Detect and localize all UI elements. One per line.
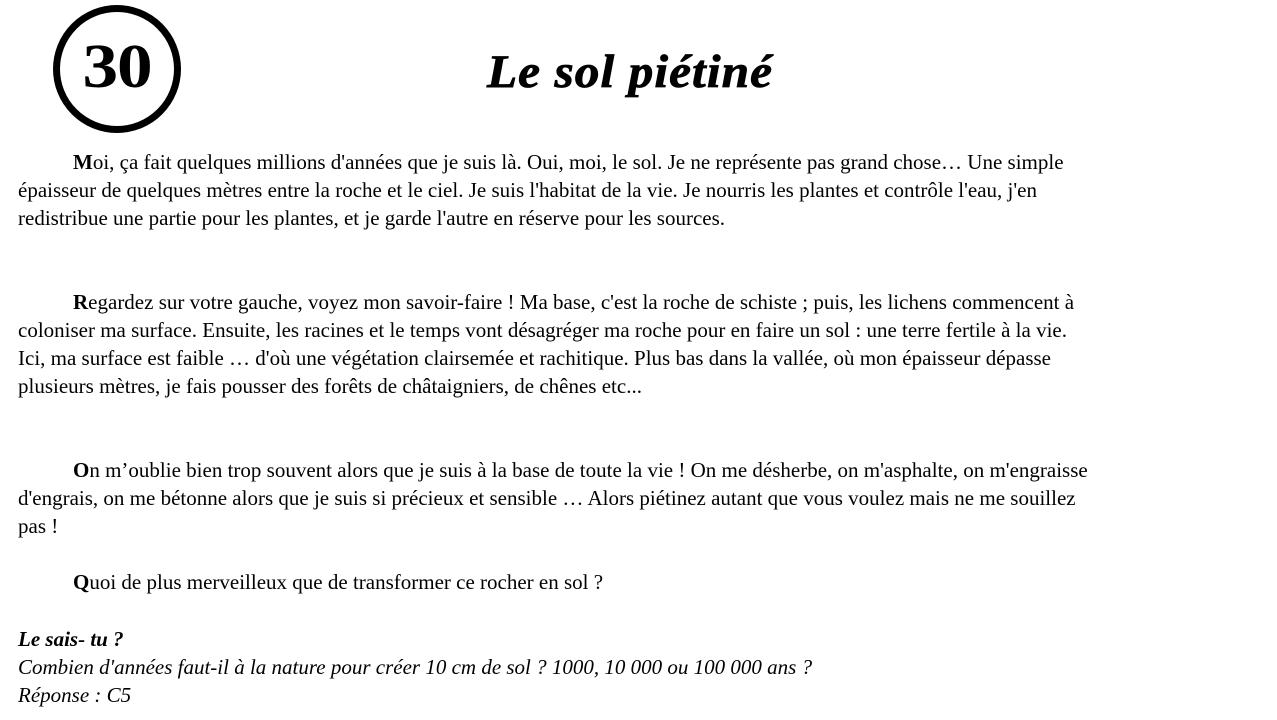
did-you-know-answer: Réponse : C5 [18,683,132,707]
paragraph-text: oi, ça fait quelques millions d'années que je suis là. Oui, moi, le sol. Je ne représente pas grand chose… Une simple épaisseur de quelques mètres entre la roche et le ciel. Je suis l'habitat de la vie. Je nourris les plantes et contrôle l'eau, j'en redistribue une partie pour les plantes, et je garde l'autre en réserve pour les sources. [18,150,1064,230]
paragraph-text: egardez sur votre gauche, voyez mon savoir-faire ! Ma base, c'est la roche de schiste ; puis, les lichens commencent à coloniser ma surface. Ensuite, les racines et le temps vont désagréger ma roche pour en faire un sol : une terre fertile à la vie. Ici, ma surface est faible … d'où une végétation clairsemée et rachitique. Plus bas dans la vallée, où mon épaisseur dépasse plusieurs mètres, je fais pousser des forêts de châtaigniers, de chênes etc... [18,290,1075,398]
page-title: Le sol piétiné [486,46,774,98]
paragraph-text: uoi de plus merveilleux que de transformer ce rocher en sol ? [89,570,604,594]
paragraph-4 [18,568,1098,596]
paragraph-initial: M [73,150,93,174]
did-you-know-heading: Le sais- tu ? [18,627,124,651]
page-number: 30 [82,33,152,101]
paragraph-initial: R [73,290,89,314]
paragraph-initial: O [73,458,90,482]
paragraph-1 [18,148,1098,232]
did-you-know-question: Combien d'années faut-il à la nature pour créer 10 cm de sol ? 1000, 10 000 ou 100 000 ans ? [18,655,813,679]
did-you-know-box [18,625,1118,709]
page-number-badge [53,5,181,133]
paragraph-3 [18,456,1098,540]
paragraph-text: n m’oublie bien trop souvent alors que je suis à la base de toute la vie ! On me désherbe, on m'asphalte, on m'engraisse d'engrais, on me bétonne alors que je suis si précieux et sensible … Alors piétinez autant que vous voulez mais ne me souillez pas ! [18,458,1088,538]
paragraph-2 [18,288,1098,400]
paragraph-initial: Q [73,570,90,594]
